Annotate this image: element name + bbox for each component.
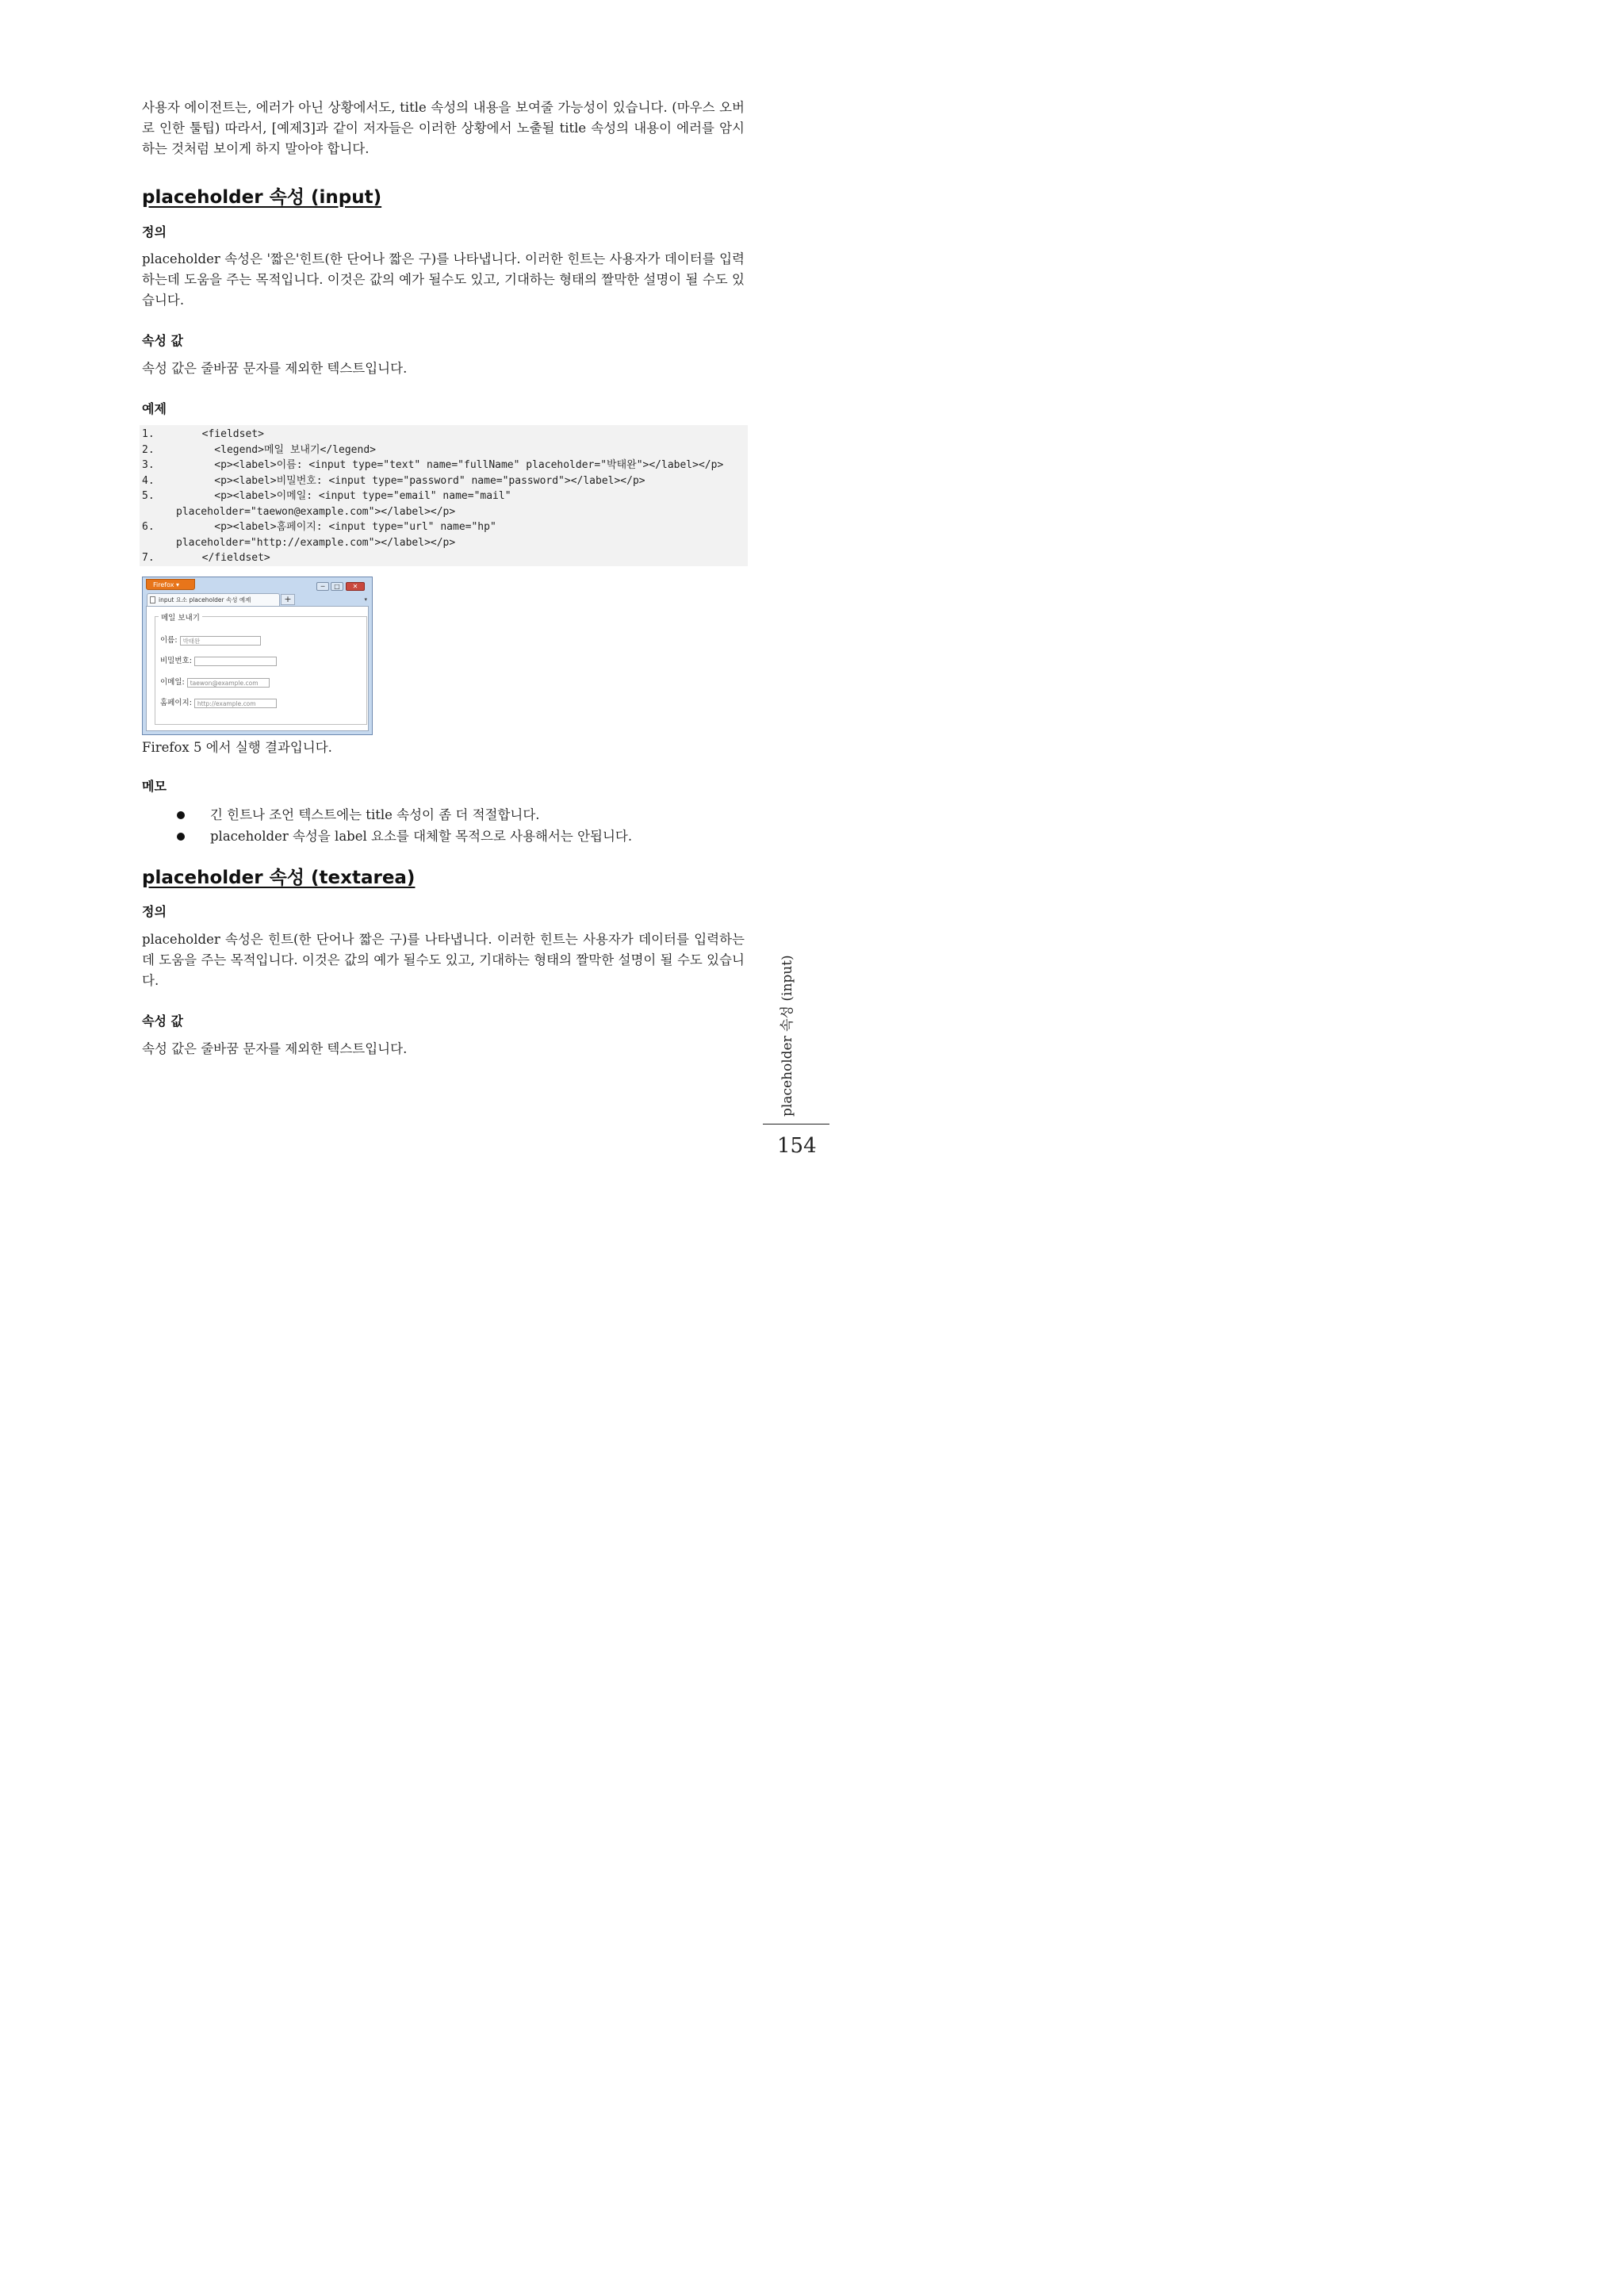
form-row-homepage: 홈페이지: http://example.com bbox=[160, 698, 277, 709]
maximize-icon: □ bbox=[331, 582, 343, 591]
minimize-icon: ─ bbox=[316, 582, 329, 591]
email-input: taewon@example.com bbox=[187, 678, 270, 688]
new-tab-icon: + bbox=[281, 594, 295, 605]
definition-heading-textarea: 정의 bbox=[142, 904, 167, 919]
close-icon: ✕ bbox=[346, 582, 365, 591]
section-title-textarea: placeholder 속성 (textarea) bbox=[142, 868, 416, 888]
memo-heading: 메모 bbox=[142, 779, 167, 794]
tab-title: input 요소 placeholder 속성 예제 bbox=[159, 596, 251, 603]
definition-paragraph: placeholder 속성은 '짧은'힌트(한 단어나 짧은 구)를 나타냅니다. 이러한 힌트는 사용자가 데이터를 입력하는데 도움을 주는 목적입니다. 이것은 값의 예가 될수도 있고, 기대하는 형태의 짤막한 설명이 될 수도 있습니다. bbox=[142, 251, 745, 308]
attribute-value-paragraph: 속성 값은 줄바꿈 문자를 제외한 텍스트입니다. bbox=[142, 361, 408, 376]
fieldset-legend: 메일 보내기 bbox=[159, 611, 202, 623]
document-icon bbox=[150, 596, 155, 603]
form-row-password: 비밀번호: bbox=[160, 656, 277, 667]
code-line: 3. <p><label>이름: <input type="text" name="fullName" placeholder="박태완"></label></p> bbox=[142, 459, 724, 471]
code-line: 1. <fieldset> bbox=[142, 428, 264, 440]
attribute-value-heading-textarea: 속성 값 bbox=[142, 1013, 183, 1029]
side-running-header: placeholder 속성 (input) bbox=[779, 955, 795, 1117]
list-item: 긴 힌트나 조언 텍스트에는 title 속성이 좀 더 적절합니다. bbox=[177, 805, 632, 826]
password-input bbox=[194, 657, 277, 666]
browser-content bbox=[146, 606, 369, 731]
bullet-icon bbox=[177, 811, 185, 819]
document-page bbox=[0, 0, 877, 1239]
definition-paragraph-textarea: placeholder 속성은 힌트(한 단어나 짧은 구)를 나타냅니다. 이러한 힌트는 사용자가 데이터를 입력하는데 도움을 주는 목적입니다. 이것은 값의 예가 될수도 있고, 기대하는 형태의 짤막한 설명이 될 수도 있습니다. bbox=[142, 932, 745, 988]
attribute-value-paragraph-textarea: 속성 값은 줄바꿈 문자를 제외한 텍스트입니다. bbox=[142, 1041, 408, 1056]
firefox-menu-button: Firefox ▾ bbox=[146, 579, 195, 590]
form-row-name: 이름: 박태완 bbox=[160, 635, 261, 646]
name-input: 박태완 bbox=[180, 636, 261, 646]
tab-list-icon: ▾ bbox=[364, 596, 367, 603]
screenshot-caption: Firefox 5 에서 실행 결과입니다. bbox=[142, 740, 332, 755]
code-line: 2. <legend>메일 보내기</legend> bbox=[142, 443, 376, 456]
code-block bbox=[140, 425, 748, 566]
homepage-input: http://example.com bbox=[194, 699, 277, 708]
code-line: 6. <p><label>홈페이지: <input type="url" name="hp" bbox=[142, 521, 496, 533]
page-number: 154 bbox=[777, 1134, 817, 1158]
code-line-continuation: placeholder="taewon@example.com"></label></p> bbox=[176, 505, 456, 518]
code-line: 5. <p><label>이메일: <input type="email" name="mail" bbox=[142, 490, 511, 502]
code-line-continuation: placeholder="http://example.com"></label></p> bbox=[176, 536, 456, 549]
bullet-icon bbox=[177, 833, 185, 841]
code-line: 7. </fieldset> bbox=[142, 552, 270, 564]
section-title-input: placeholder 속성 (input) bbox=[142, 187, 382, 208]
footer-rule bbox=[763, 1124, 829, 1125]
memo-list bbox=[177, 805, 632, 848]
browser-screenshot bbox=[142, 577, 373, 735]
form-row-email: 이메일: taewon@example.com bbox=[160, 677, 270, 688]
definition-heading: 정의 bbox=[142, 224, 167, 239]
list-item: placeholder 속성을 label 요소를 대체할 목적으로 사용해서는 안됩니다. bbox=[177, 826, 632, 848]
example-heading: 예제 bbox=[142, 401, 167, 416]
code-line: 4. <p><label>비밀번호: <input type="password" name="password"></label></p> bbox=[142, 474, 645, 487]
attribute-value-heading: 속성 값 bbox=[142, 333, 183, 348]
browser-tab bbox=[147, 593, 280, 606]
intro-paragraph: 사용자 에이전트는, 에러가 아닌 상황에서도, title 속성의 내용을 보여줄 가능성이 있습니다. (마우스 오버로 인한 툴팁) 따라서, [예제3]과 같이 저자들은 이러한 상황에서 노출될 title 속성의 내용이 에러를 암시하는 것처럼 보이게 하지 말아야 합니다. bbox=[142, 100, 745, 156]
